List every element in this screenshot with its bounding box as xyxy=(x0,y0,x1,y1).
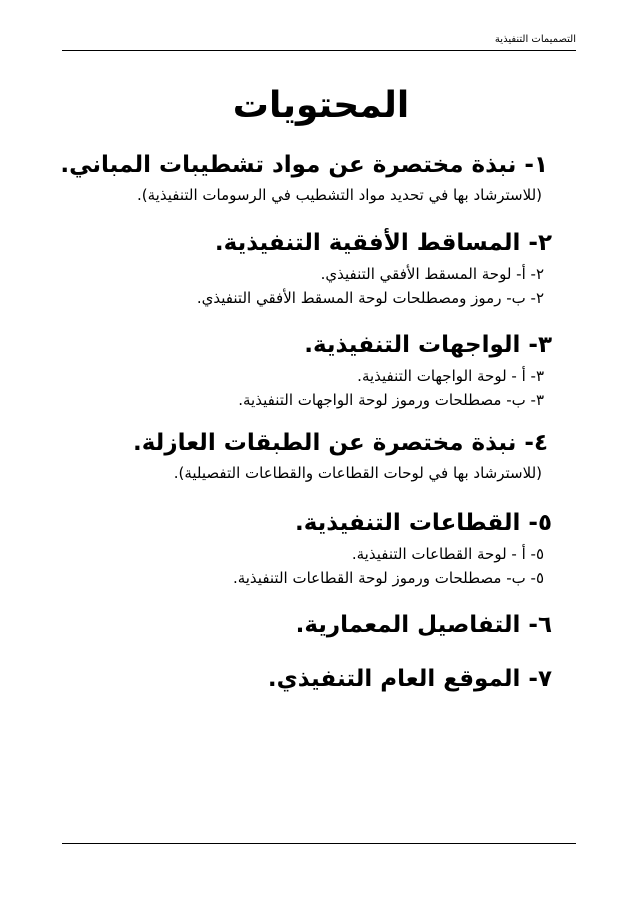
toc-sub-2b: ٢- ب- رموز ومصطلحات لوحة المسقط الأفقي التنفيذي. xyxy=(196,289,544,307)
toc-heading-1: ١- نبذة مختصرة عن مواد تشطيبات المباني. xyxy=(60,152,548,178)
toc-heading-4: ٤- نبذة مختصرة عن الطبقات العازلة. xyxy=(133,430,548,456)
toc-note-1: (للاسترشاد بها في تحديد مواد التشطيب في الرسومات التنفيذية). xyxy=(137,186,542,204)
toc-section-4 xyxy=(20,428,548,484)
toc-sub-2a: ٢- أ- لوحة المسقط الأفقي التنفيذي. xyxy=(320,265,544,283)
toc-sub-5b: ٥- ب- مصطلحات ورموز لوحة القطاعات التنفيذية. xyxy=(232,569,544,587)
toc-sub-3a: ٣- أ - لوحة الواجهات التنفيذية. xyxy=(357,367,544,385)
page-title: المحتويات xyxy=(232,85,410,126)
toc-heading-5: ٥- القطاعات التنفيذية. xyxy=(294,510,552,536)
toc-sub-3b: ٣- ب- مصطلحات ورموز لوحة الواجهات التنفيذية. xyxy=(238,391,544,409)
toc-section-5 xyxy=(20,508,552,590)
toc-section-2 xyxy=(20,228,552,310)
toc-sub-5a: ٥- أ - لوحة القطاعات التنفيذية. xyxy=(351,545,544,563)
running-header: التصميمات التنفيذية xyxy=(494,34,576,45)
toc-note-4: (للاسترشاد بها في لوحات القطاعات والقطاعات التفصيلية). xyxy=(173,464,542,482)
toc-heading-6: ٦- التفاصيل المعمارية. xyxy=(295,612,552,638)
toc-section-6 xyxy=(20,610,552,640)
header-rule xyxy=(62,50,576,51)
toc-heading-3: ٣- الواجهات التنفيذية. xyxy=(304,332,552,358)
toc-heading-7: ٧- الموقع العام التنفيذي. xyxy=(267,666,552,692)
toc-section-7 xyxy=(20,664,552,694)
toc-section-1 xyxy=(20,150,548,206)
toc-section-3 xyxy=(20,330,552,412)
toc-heading-2: ٢- المساقط الأفقية التنفيذية. xyxy=(214,230,552,256)
footer-rule xyxy=(62,843,576,844)
